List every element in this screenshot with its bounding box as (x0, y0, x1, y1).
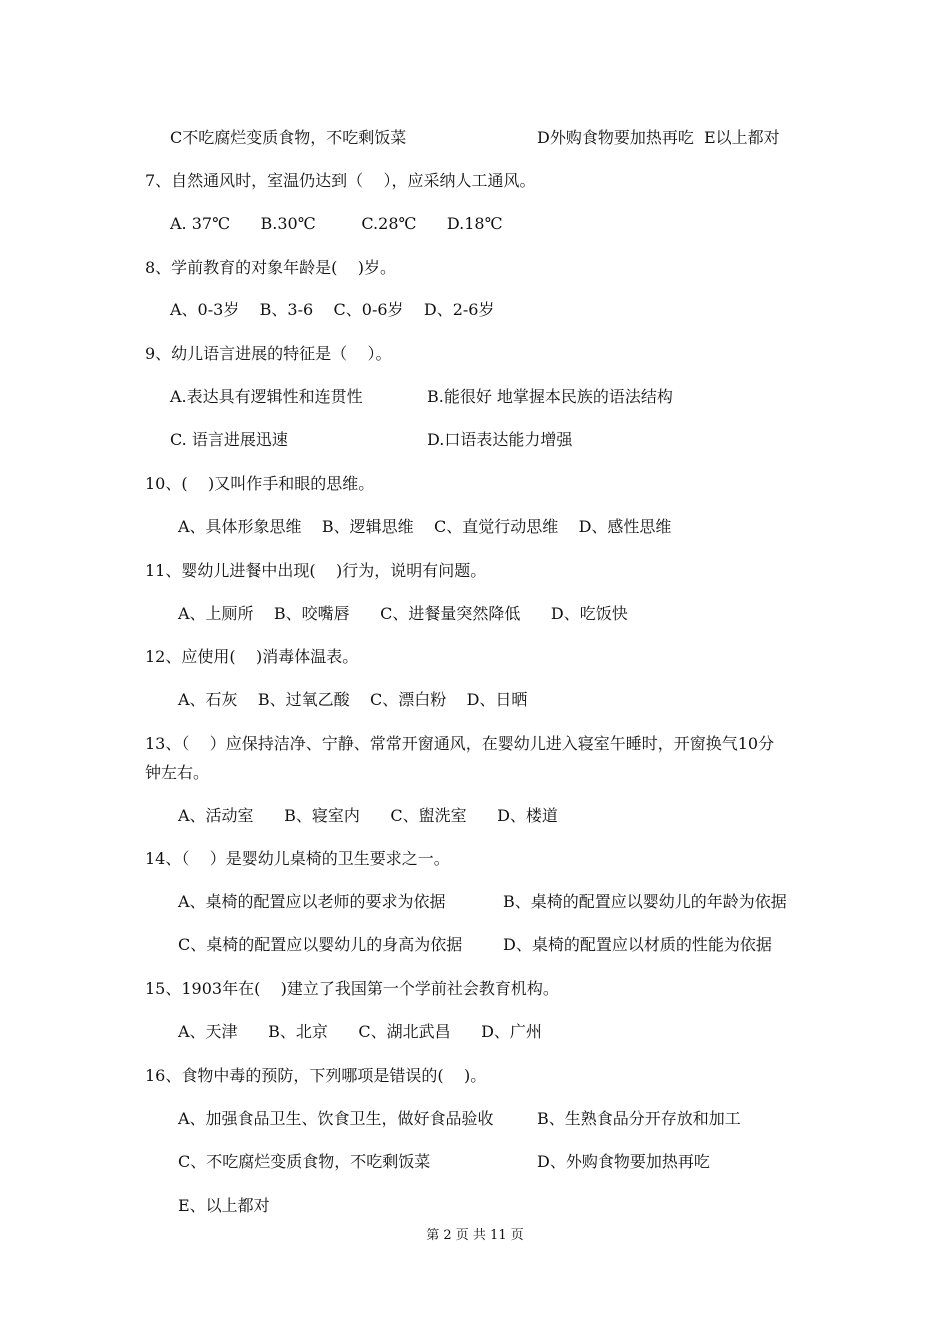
option-14-a: A、桌椅的配置应以老师的要求为依据 (178, 892, 446, 911)
option-16-a: A、加强食品卫生、饮食卫生，做好食品验收 (178, 1109, 494, 1128)
options-11: A、上厕所 B、咬嘴唇 C、进餐量突然降低 D、吃饭快 (178, 604, 628, 623)
option-line-c: C不吃腐烂变质食物，不吃剩饭菜 (170, 128, 407, 147)
option-16-c: C、不吃腐烂变质食物，不吃剩饭菜 (178, 1152, 431, 1171)
option-9-d: D.口语表达能力增强 (427, 430, 573, 449)
question-13: 13、（ ）应保持洁净、宁静、常常开窗通风，在婴幼儿进入寝室午睡时，开窗换气10分 (145, 734, 775, 753)
option-16-e: E、以上都对 (178, 1196, 270, 1215)
question-16: 16、食物中毒的预防，下列哪项是错误的( )。 (145, 1066, 487, 1085)
option-9-c: C. 语言进展迅速 (170, 430, 288, 449)
question-12: 12、应使用( )消毒体温表。 (145, 647, 359, 666)
question-9: 9、幼儿语言进展的特征是（ ）。 (145, 344, 392, 363)
question-15: 15、1903年在( )建立了我国第一个学前社会教育机构。 (145, 979, 559, 998)
question-13-cont: 钟左右。 (145, 763, 210, 782)
question-7: 7、自然通风时，室温仍达到（ ），应采纳人工通风。 (145, 171, 536, 190)
option-14-d: D、桌椅的配置应以材质的性能为依据 (503, 935, 772, 954)
option-line-d: D外购食物要加热再吃 E以上都对 (537, 128, 780, 147)
options-10: A、具体形象思维 B、逻辑思维 C、直觉行动思维 D、感性思维 (178, 517, 672, 536)
question-10: 10、( )又叫作手和眼的思维。 (145, 474, 375, 493)
options-15: A、天津 B、北京 C、湖北武昌 D、广州 (178, 1022, 542, 1041)
question-11: 11、婴幼儿进餐中出现( )行为，说明有问题。 (145, 561, 487, 580)
page-footer: 第 2 页 共 11 页 (426, 1228, 524, 1243)
option-14-c: C、桌椅的配置应以婴幼儿的身高为依据 (178, 935, 463, 954)
option-9-b: B.能很好 地掌握本民族的语法结构 (427, 387, 673, 406)
question-14: 14、（ ）是婴幼儿桌椅的卫生要求之一。 (145, 849, 450, 868)
options-8: A、0-3岁 B、3-6 C、0-6岁 D、2-6岁 (170, 300, 495, 319)
options-7: A. 37℃ B.30℃ C.28℃ D.18℃ (170, 214, 503, 233)
option-16-d: D、外购食物要加热再吃 (537, 1152, 710, 1171)
question-8: 8、学前教育的对象年龄是( )岁。 (145, 258, 397, 277)
option-9-a: A.表达具有逻辑性和连贯性 (170, 387, 363, 406)
options-12: A、石灰 B、过氧乙酸 C、漂白粉 D、日晒 (178, 690, 528, 709)
option-16-b: B、生熟食品分开存放和加工 (537, 1109, 741, 1128)
option-14-b: B、桌椅的配置应以婴幼儿的年龄为依据 (503, 892, 787, 911)
options-13: A、活动室 B、寝室内 C、盥洗室 D、楼道 (178, 806, 558, 825)
